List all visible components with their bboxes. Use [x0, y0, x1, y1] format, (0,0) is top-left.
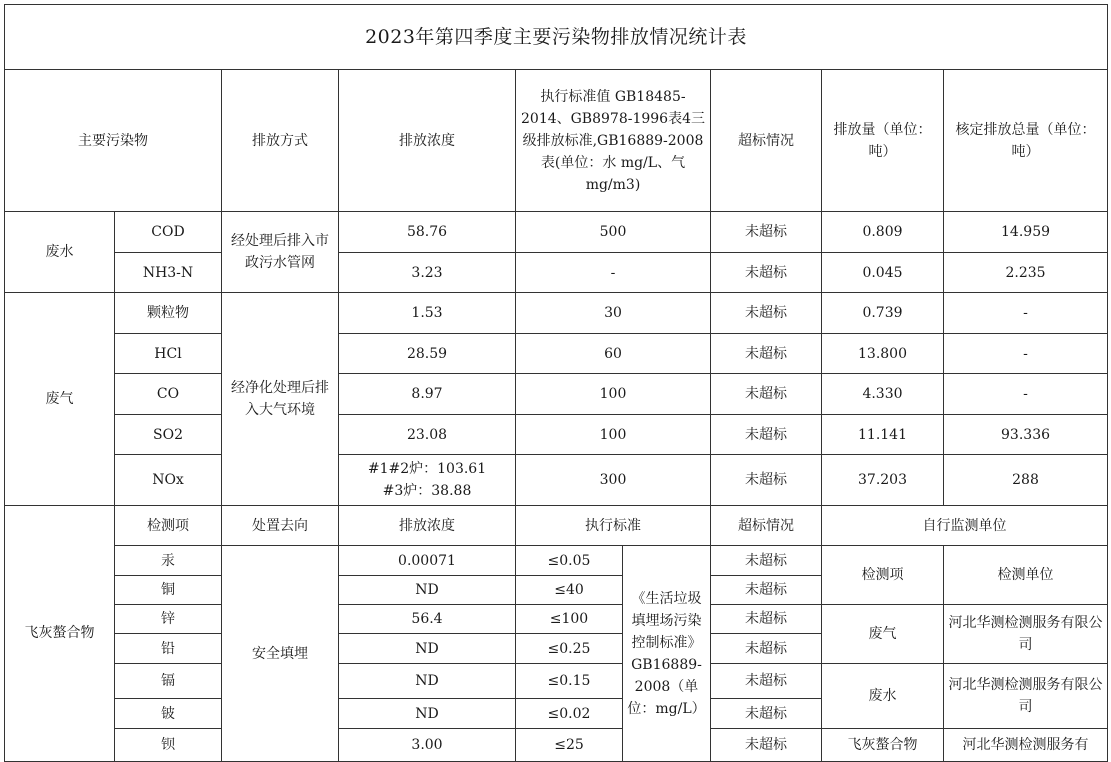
- fly-ash-item: 锌: [115, 605, 222, 634]
- fly-ash-conc: ND: [339, 634, 516, 663]
- amount-value: 0.739: [822, 293, 944, 333]
- fly-ash-conc: 3.00: [339, 729, 516, 762]
- exceed-status: 未超标: [711, 699, 822, 729]
- table-row: [5, 546, 1108, 575]
- fly-ash-conc: 0.00071: [339, 546, 516, 575]
- exceed-status: 未超标: [711, 605, 822, 634]
- pollutant-item: COD: [115, 212, 222, 252]
- header-pollutant: 主要污染物: [5, 69, 222, 212]
- fly-ash-limit: ≤0.15: [516, 663, 623, 698]
- monitor-item: 飞灰螯合物: [822, 729, 944, 762]
- exceed-status: 未超标: [711, 374, 822, 414]
- pollutant-item: 颗粒物: [115, 293, 222, 333]
- pollutant-item: HCl: [115, 333, 222, 373]
- total-value: -: [944, 333, 1108, 373]
- exceed-status: 未超标: [711, 293, 822, 333]
- fly-ash-header-disposal: 处置去向: [222, 505, 339, 545]
- concentration-value: 1.53: [339, 293, 516, 333]
- wastewater-method: 经处理后排入市政污水管网: [222, 212, 339, 293]
- fly-ash-disposal: 安全填埋: [222, 546, 339, 762]
- waste-gas-method: 经净化处理后排入大气环境: [222, 293, 339, 505]
- concentration-value: 3.23: [339, 252, 516, 292]
- monitor-unit: 河北华测检测服务有限公司: [944, 605, 1108, 664]
- monitor-unit: 河北华测检测服务有限公司: [944, 663, 1108, 729]
- total-value: -: [944, 293, 1108, 333]
- category-fly-ash: 飞灰螯合物: [5, 505, 115, 761]
- monitor-item: 废水: [822, 663, 944, 729]
- table-row: [5, 663, 1108, 698]
- fly-ash-header-conc: 排放浓度: [339, 505, 516, 545]
- fly-ash-item: 铍: [115, 699, 222, 729]
- amount-value: 37.203: [822, 455, 944, 506]
- fly-ash-item: 铅: [115, 634, 222, 663]
- total-value: 14.959: [944, 212, 1108, 252]
- table-title: 2023年第四季度主要污染物排放情况统计表: [5, 5, 1108, 70]
- exceed-status: 未超标: [711, 729, 822, 762]
- concentration-furnace-1-2: #1#2炉：103.61: [367, 461, 487, 478]
- fly-ash-header-row: [5, 505, 1108, 545]
- exceed-status: 未超标: [711, 546, 822, 575]
- standard-value: 30: [516, 293, 711, 333]
- standard-value: 100: [516, 374, 711, 414]
- monitor-unit: 河北华测检测服务有: [944, 729, 1108, 762]
- exceed-status: 未超标: [711, 333, 822, 373]
- exceed-status: 未超标: [711, 414, 822, 454]
- fly-ash-limit: ≤100: [516, 605, 623, 634]
- fly-ash-item: 汞: [115, 546, 222, 575]
- monitor-item: 废气: [822, 605, 944, 664]
- fly-ash-standard-note: 《生活垃圾填埋场污染控制标准》GB16889-2008（单位：mg/L）: [623, 546, 711, 762]
- header-concentration: 排放浓度: [339, 69, 516, 212]
- concentration-value: 23.08: [339, 414, 516, 454]
- standard-value: 500: [516, 212, 711, 252]
- header-row: [5, 69, 1108, 212]
- header-method: 排放方式: [222, 69, 339, 212]
- concentration-value: 28.59: [339, 333, 516, 373]
- fly-ash-limit: ≤25: [516, 729, 623, 762]
- amount-value: 13.800: [822, 333, 944, 373]
- pollutant-item: NOx: [115, 455, 222, 506]
- concentration-furnace-3: #3炉：38.88: [382, 483, 472, 500]
- exceed-status: 未超标: [711, 455, 822, 506]
- standard-value: 300: [516, 455, 711, 506]
- fly-ash-header-item: 检测项: [115, 505, 222, 545]
- exceed-status: 未超标: [711, 575, 822, 604]
- table-row: [5, 293, 1108, 333]
- emission-table: [4, 4, 1108, 762]
- fly-ash-limit: ≤40: [516, 575, 623, 604]
- table-row: [5, 414, 1108, 454]
- total-value: -: [944, 374, 1108, 414]
- fly-ash-header-standard: 执行标准: [516, 505, 711, 545]
- category-wastewater: 废水: [5, 212, 115, 293]
- standard-value: 60: [516, 333, 711, 373]
- concentration-value: 8.97: [339, 374, 516, 414]
- header-standard: 执行标准值 GB18485-2014、GB8978-1996表4三级排放标准,GB16889-2008表(单位：水 mg/L、气 mg/m3): [516, 69, 711, 212]
- pollutant-item: SO2: [115, 414, 222, 454]
- total-value: 2.235: [944, 252, 1108, 292]
- fly-ash-conc: ND: [339, 699, 516, 729]
- pollutant-item: NH3-N: [115, 252, 222, 292]
- fly-ash-item: 钡: [115, 729, 222, 762]
- fly-ash-limit: ≤0.02: [516, 699, 623, 729]
- fly-ash-limit: ≤0.25: [516, 634, 623, 663]
- fly-ash-header-exceed: 超标情况: [711, 505, 822, 545]
- table-row: [5, 729, 1108, 762]
- header-total: 核定排放总量（单位：吨）: [944, 69, 1108, 212]
- fly-ash-conc: ND: [339, 663, 516, 698]
- fly-ash-conc: ND: [339, 575, 516, 604]
- amount-value: 0.045: [822, 252, 944, 292]
- table-row: [5, 605, 1108, 634]
- table-row: [5, 212, 1108, 252]
- amount-value: 4.330: [822, 374, 944, 414]
- monitor-item-header: 检测项: [822, 546, 944, 605]
- total-value: 93.336: [944, 414, 1108, 454]
- total-value: 288: [944, 455, 1108, 506]
- fly-ash-limit: ≤0.05: [516, 546, 623, 575]
- concentration-value: [339, 455, 516, 506]
- exceed-status: 未超标: [711, 212, 822, 252]
- header-amount: 排放量（单位：吨）: [822, 69, 944, 212]
- exceed-status: 未超标: [711, 252, 822, 292]
- table-row: [5, 455, 1108, 506]
- header-exceed: 超标情况: [711, 69, 822, 212]
- standard-value: -: [516, 252, 711, 292]
- fly-ash-header-monitor: 自行监测单位: [822, 505, 1108, 545]
- amount-value: 11.141: [822, 414, 944, 454]
- monitor-unit-header: 检测单位: [944, 546, 1108, 605]
- table-row: [5, 333, 1108, 373]
- fly-ash-item: 镉: [115, 663, 222, 698]
- title-row: [5, 5, 1108, 70]
- fly-ash-item: 铜: [115, 575, 222, 604]
- table-row: [5, 252, 1108, 292]
- exceed-status: 未超标: [711, 663, 822, 698]
- table-row: [5, 374, 1108, 414]
- fly-ash-conc: 56.4: [339, 605, 516, 634]
- amount-value: 0.809: [822, 212, 944, 252]
- exceed-status: 未超标: [711, 634, 822, 663]
- pollutant-item: CO: [115, 374, 222, 414]
- concentration-value: 58.76: [339, 212, 516, 252]
- category-waste-gas: 废气: [5, 293, 115, 505]
- standard-value: 100: [516, 414, 711, 454]
